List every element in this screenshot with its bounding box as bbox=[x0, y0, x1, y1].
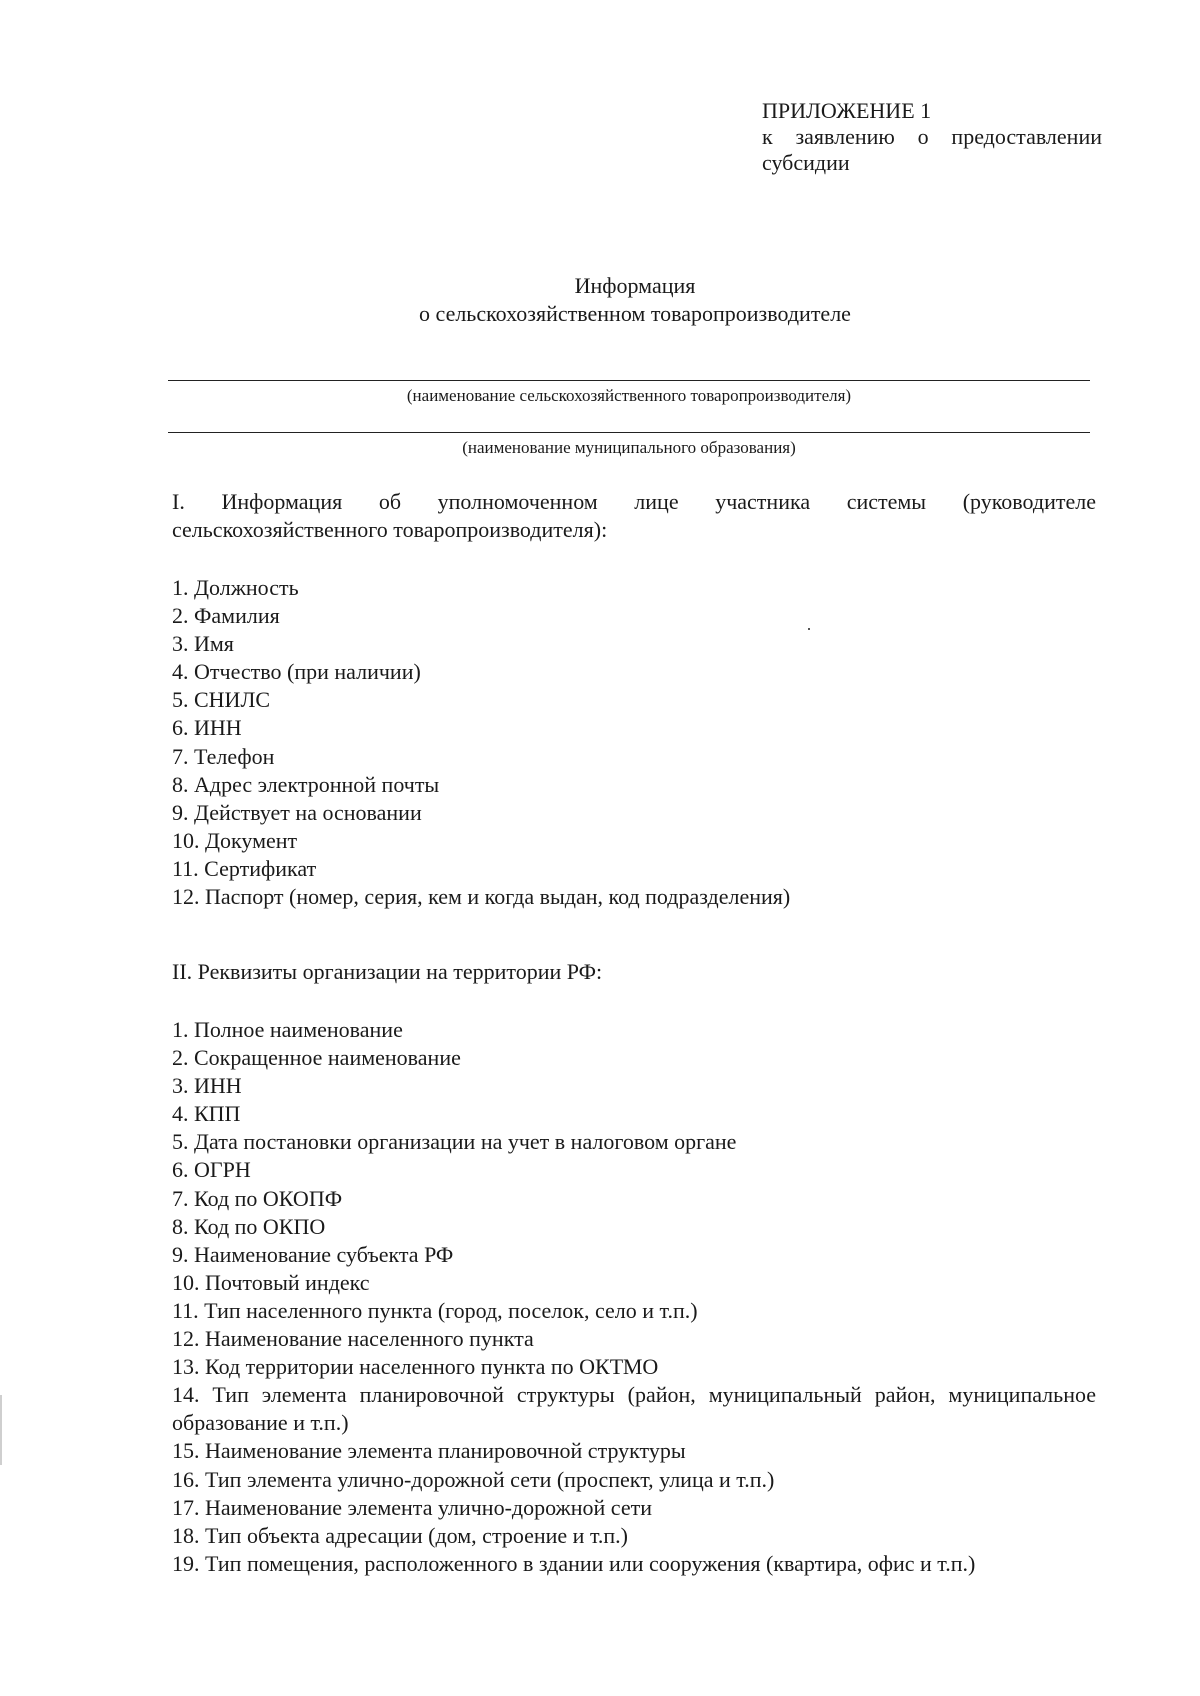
list-item: 15. Наименование элемента планировочной структуры bbox=[172, 1438, 686, 1464]
scan-edge-mark bbox=[0, 1395, 2, 1465]
list-item: 12. Паспорт (номер, серия, кем и когда выдан, код подразделения) bbox=[172, 884, 791, 910]
list-item: 11. Тип населенного пункта (город, поселок, село и т.п.) bbox=[172, 1297, 698, 1323]
list-item: 6. ОГРН bbox=[172, 1157, 251, 1183]
section-1-title: I. Информация об уполномоченном лице участника системы (руководителе сельскохозяйственного товаропроизводителя): bbox=[172, 489, 1096, 542]
list-item: 4. Отчество (при наличии) bbox=[172, 659, 421, 685]
list-item: 8. Код по ОКПО bbox=[172, 1213, 326, 1239]
list-item: 12. Наименование населенного пункта bbox=[172, 1326, 534, 1352]
list-item: 11. Сертификат bbox=[172, 855, 317, 881]
list-item: 5. Дата постановки организации на учет в налоговом органе bbox=[172, 1129, 737, 1155]
list-item: 14. Тип элемента планировочной структуры (район, муниципальный район, муниципальное образование и т.п.) bbox=[172, 1382, 1096, 1436]
list-item: 3. Имя bbox=[172, 631, 234, 657]
list-item: 7. Код по ОКОПФ bbox=[172, 1185, 343, 1211]
list-item: 17. Наименование элемента улично-дорожной сети bbox=[172, 1494, 652, 1520]
section-1-list bbox=[172, 574, 1096, 911]
list-item: 9. Наименование субъекта РФ bbox=[172, 1241, 454, 1267]
list-item: 7. Телефон bbox=[172, 743, 275, 769]
list-item: 18. Тип объекта адресации (дом, строение и т.п.) bbox=[172, 1522, 629, 1548]
list-item: 5. СНИЛС bbox=[172, 687, 271, 713]
list-item: 2. Сокращенное наименование bbox=[172, 1045, 461, 1071]
municipality-name-caption: (наименование муниципального образования) bbox=[462, 438, 796, 457]
list-item: 3. ИНН bbox=[172, 1073, 242, 1099]
list-item: 13. Код территории населенного пункта по ОКТМО bbox=[172, 1354, 659, 1380]
section-2-title: II. Реквизиты организации на территории РФ: bbox=[172, 959, 603, 984]
list-item: 19. Тип помещения, расположенного в здании или сооружения (квартира, офис и т.п.) bbox=[172, 1550, 976, 1576]
appendix-subtitle: к заявлению о предоставлении субсидии bbox=[762, 124, 1102, 175]
document-title: Информация bbox=[574, 273, 696, 298]
list-item: 10. Почтовый индекс bbox=[172, 1269, 370, 1295]
producer-name-caption: (наименование сельскохозяйственного товаропроизводителя) bbox=[406, 386, 852, 405]
list-item: 8. Адрес электронной почты bbox=[172, 771, 440, 797]
list-item: 1. Полное наименование bbox=[172, 1017, 403, 1042]
list-item: 10. Документ bbox=[172, 827, 298, 853]
list-item: 16. Тип элемента улично-дорожной сети (проспект, улица и т.п.) bbox=[172, 1466, 775, 1492]
producer-name-line bbox=[168, 380, 1090, 381]
appendix-title: ПРИЛОЖЕНИЕ 1 bbox=[762, 98, 932, 123]
appendix-block bbox=[762, 98, 1102, 176]
list-item: 6. ИНН bbox=[172, 715, 242, 741]
list-item: 9. Действует на основании bbox=[172, 799, 422, 825]
section-2-list bbox=[172, 1016, 1096, 1578]
list-item: 1. Должность bbox=[172, 575, 299, 600]
list-item: 2. Фамилия bbox=[172, 603, 280, 629]
list-item: 4. КПП bbox=[172, 1101, 241, 1127]
municipality-name-line bbox=[168, 432, 1090, 433]
document-subtitle: о сельскохозяйственном товаропроизводителе bbox=[419, 301, 851, 326]
